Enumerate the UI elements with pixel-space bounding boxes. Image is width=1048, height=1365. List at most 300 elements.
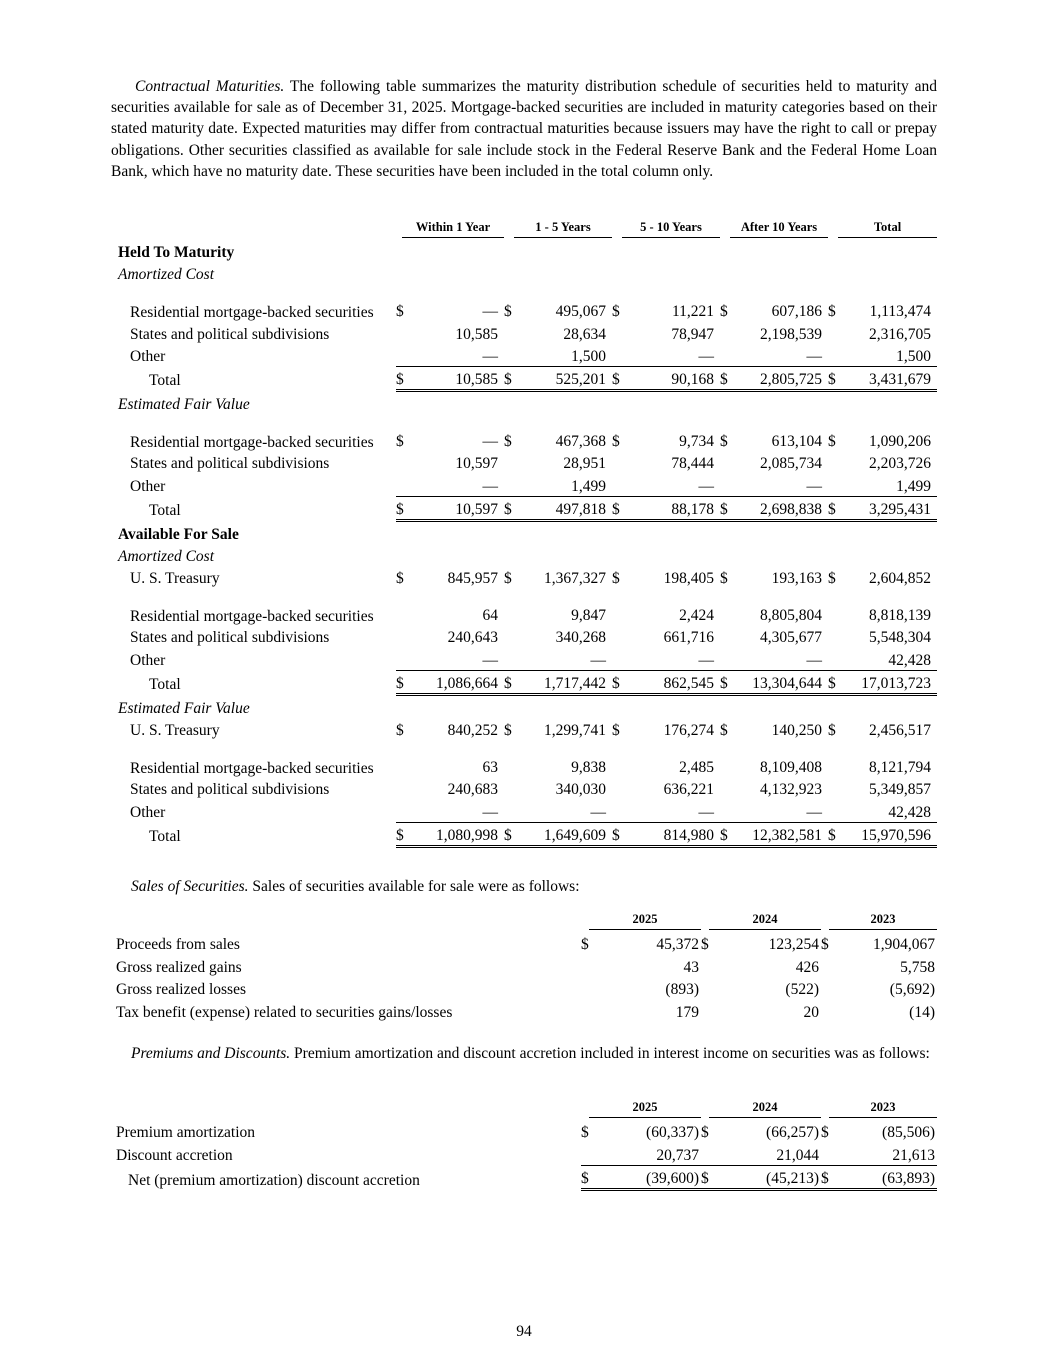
cell-value: 3,295,431 [840, 496, 937, 520]
dollar-sign: $ [396, 303, 404, 321]
cell-value: 9,847 [571, 607, 606, 625]
table-row [115, 566, 937, 588]
dollar-sign [396, 799, 408, 822]
total-row [115, 822, 937, 846]
dollar-sign: $ [701, 936, 709, 954]
cell-value: 78,444 [671, 455, 714, 473]
table-row [115, 999, 937, 1021]
dollar-sign [581, 977, 593, 999]
page-number: 94 [516, 1323, 532, 1340]
row-label: Proceeds from sales [116, 936, 240, 954]
row-label: Gross realized losses [116, 981, 246, 999]
row-label-text: Total [149, 676, 181, 694]
row-label [115, 366, 396, 390]
dollar-sign [828, 625, 840, 647]
cell-value: — [482, 651, 498, 669]
row-label [115, 473, 396, 496]
dollar-sign: $ [396, 433, 404, 451]
row-label-text: Residential mortgage-backed securities [130, 760, 374, 778]
subsection-fair-value [115, 390, 937, 414]
row-label-text: Total [149, 372, 181, 390]
section-available-for-sale [115, 520, 937, 544]
cell-value: 1,500 [896, 347, 932, 365]
cell-value: 1,080,998 [408, 822, 504, 846]
dollar-sign [612, 451, 624, 473]
year-header-label: 2024 [709, 1100, 821, 1118]
dollar-sign [828, 777, 840, 799]
row-label: Tax benefit (expense) related to securities gains/losses [116, 1003, 453, 1021]
row-label [115, 625, 396, 647]
cell-value: 340,268 [555, 629, 606, 647]
row-label: Gross realized gains [116, 958, 242, 976]
cell-value: — [806, 347, 822, 365]
dollar-sign [612, 588, 624, 625]
dollar-sign [720, 777, 732, 799]
total-row [115, 1165, 937, 1189]
dollar-sign [828, 473, 840, 496]
dollar-sign: $ [701, 1165, 713, 1189]
dollar-sign: $ [396, 722, 404, 740]
intro-text: The following table summarizes the maturity distribution schedule of securities held to maturity and securities available for sale as of December 31, 2025. Mortgage-backed securities are included in maturity categories based on their stated maturity date. Expected maturities may differ from contractual maturities because issuers may have the right to call or prepay obligations. Other securities classified as available for sale include stock in the Federal Reserve Bank and the Federal Home Loan Bank, which have no maturity date. These securities have been included in the total column only. [111, 78, 937, 180]
dollar-sign [821, 999, 833, 1021]
dollar-sign [396, 344, 408, 367]
cell-value: — [482, 433, 498, 451]
cell-value: 12,382,581 [732, 822, 828, 846]
table-row [115, 451, 937, 473]
header-spacer [115, 1100, 581, 1120]
row-label [115, 588, 396, 625]
year-header-row [115, 912, 937, 932]
intro-paragraph [111, 76, 937, 182]
dollar-sign: $ [821, 1165, 833, 1189]
dollar-sign [821, 954, 833, 976]
dollar-sign [828, 451, 840, 473]
cell-value: 78,947 [671, 325, 714, 343]
cell-value: 10,585 [408, 366, 504, 390]
cell-value: 9,838 [571, 759, 606, 777]
year-header [581, 912, 701, 932]
dollar-sign: $ [504, 496, 516, 520]
dollar-sign: $ [612, 303, 620, 321]
subsection-fair-value [115, 694, 937, 718]
table-row [115, 284, 937, 321]
cell-value: 240,683 [447, 781, 498, 799]
subsection-fair-value-label: Estimated Fair Value [118, 700, 250, 717]
dollar-sign: $ [720, 433, 728, 451]
cell-value: 2,805,725 [732, 366, 828, 390]
row-label-text: States and political subdivisions [130, 325, 330, 343]
row-label [115, 740, 396, 777]
cell-value: 42,428 [888, 803, 932, 821]
cell-value: 15,970,596 [840, 822, 937, 846]
year-header [821, 912, 937, 932]
total-row [115, 670, 937, 694]
year-header [581, 1100, 701, 1120]
cell-value: 525,201 [516, 366, 612, 390]
cell-value: 3,431,679 [840, 366, 937, 390]
table-row [115, 647, 937, 670]
row-label [115, 496, 396, 520]
cell-value: 5,758 [900, 958, 935, 976]
dollar-sign [821, 977, 833, 999]
cell-value: 340,030 [555, 781, 606, 799]
dollar-sign: $ [396, 670, 408, 694]
cell-value: 20,737 [656, 1146, 699, 1164]
maturity-table [115, 218, 937, 848]
column-header [612, 218, 720, 240]
cell-value: 497,818 [516, 496, 612, 520]
dollar-sign: $ [821, 1124, 829, 1142]
dollar-sign: $ [581, 1124, 589, 1142]
header-spacer [115, 218, 396, 240]
subsection-amortized-cost-label: Amortized Cost [118, 266, 215, 284]
column-header-label: After 10 Years [730, 220, 828, 238]
total-row [115, 496, 937, 520]
cell-value: (893) [665, 981, 699, 999]
year-header [821, 1100, 937, 1120]
dollar-sign: $ [396, 366, 408, 390]
cell-value: (85,506) [882, 1124, 935, 1142]
year-header [701, 912, 821, 932]
premiums-title: Premiums and Discounts. [131, 1045, 291, 1062]
cell-value: 2,198,539 [760, 325, 822, 343]
cell-value: — [806, 477, 822, 495]
cell-value: 10,597 [455, 455, 498, 473]
dollar-sign: $ [828, 366, 840, 390]
row-label [115, 414, 396, 451]
cell-value: — [698, 347, 714, 365]
dollar-sign: $ [720, 570, 728, 588]
cell-value: 8,121,794 [869, 759, 932, 777]
dollar-sign [612, 344, 624, 367]
row-label: Discount accretion [116, 1147, 233, 1165]
dollar-sign [720, 321, 732, 343]
dollar-sign [612, 799, 624, 822]
year-header-label: 2025 [589, 912, 701, 930]
dollar-sign: $ [612, 722, 620, 740]
subsection-amortized-cost [115, 262, 937, 284]
dollar-sign: $ [720, 366, 732, 390]
cell-value: 1,500 [571, 347, 606, 365]
dollar-sign [701, 1142, 713, 1165]
cell-value: 8,805,804 [760, 607, 822, 625]
dollar-sign [504, 799, 516, 822]
year-header-label: 2024 [709, 912, 821, 930]
cell-value: 10,597 [408, 496, 504, 520]
sales-paragraph [131, 876, 937, 897]
dollar-sign: $ [828, 822, 840, 846]
cell-value: 43 [683, 958, 699, 976]
dollar-sign [504, 740, 516, 777]
cell-value: 63 [482, 759, 498, 777]
dollar-sign [612, 777, 624, 799]
cell-value: (66,257) [766, 1124, 819, 1142]
dollar-sign [828, 740, 840, 777]
sales-text: Sales of securities available for sale were as follows: [248, 878, 580, 895]
table-row [115, 625, 937, 647]
dollar-sign: $ [612, 433, 620, 451]
dollar-sign: $ [701, 1124, 709, 1142]
dollar-sign: $ [828, 570, 836, 588]
cell-value: 179 [675, 1003, 699, 1021]
row-label-text: States and political subdivisions [130, 781, 330, 799]
cell-value: 64 [482, 607, 498, 625]
column-header-label: Within 1 Year [402, 220, 504, 238]
year-header-row [115, 1100, 937, 1120]
cell-value: (63,893) [833, 1165, 937, 1189]
cell-value: 198,405 [663, 570, 714, 588]
row-label [115, 451, 396, 473]
premiums-paragraph [111, 1043, 937, 1064]
row-label [115, 799, 396, 822]
cell-value: 2,316,705 [869, 325, 932, 343]
dollar-sign [720, 740, 732, 777]
dollar-sign: $ [720, 822, 732, 846]
cell-value: 17,013,723 [840, 670, 937, 694]
dollar-sign [396, 625, 408, 647]
cell-value: 8,109,408 [760, 759, 822, 777]
dollar-sign: $ [581, 1165, 593, 1189]
cell-value: 21,613 [892, 1146, 935, 1164]
dollar-sign: $ [828, 670, 840, 694]
table-row [115, 321, 937, 343]
cell-value: 840,252 [447, 722, 498, 740]
dollar-sign [701, 999, 713, 1021]
column-header-label: 5 - 10 Years [622, 220, 720, 238]
dollar-sign: $ [581, 936, 589, 954]
dollar-sign [396, 321, 408, 343]
cell-value: — [482, 303, 498, 321]
cell-value: 140,250 [771, 722, 822, 740]
dollar-sign [581, 1142, 593, 1165]
dollar-sign [396, 647, 408, 670]
cell-value: 123,254 [768, 936, 819, 954]
column-header [720, 218, 828, 240]
cell-value: 2,203,726 [869, 455, 932, 473]
dollar-sign [720, 647, 732, 670]
cell-value: 1,499 [896, 477, 932, 495]
cell-value: 21,044 [776, 1146, 819, 1164]
subsection-fair-value-label: Estimated Fair Value [118, 396, 250, 414]
cell-value: 2,485 [679, 759, 714, 777]
premiums-text: Premium amortization and discount accretion included in interest income on securities was as follows: [290, 1045, 930, 1062]
dollar-sign [828, 647, 840, 670]
dollar-sign [701, 977, 713, 999]
dollar-sign [720, 473, 732, 496]
table-row [115, 977, 937, 999]
row-label-text: Residential mortgage-backed securities [130, 434, 374, 452]
cell-value: 1,904,067 [873, 936, 935, 954]
dollar-sign [504, 647, 516, 670]
cell-value: 240,643 [447, 629, 498, 647]
dollar-sign [720, 588, 732, 625]
dollar-sign [720, 344, 732, 367]
dollar-sign: $ [504, 366, 516, 390]
dollar-sign: $ [828, 496, 840, 520]
cell-value: 1,086,664 [408, 670, 504, 694]
dollar-sign: $ [720, 303, 728, 321]
dollar-sign [720, 625, 732, 647]
table-row [115, 344, 937, 367]
cell-value: 13,304,644 [732, 670, 828, 694]
year-header-label: 2023 [829, 912, 937, 930]
table-row [115, 414, 937, 451]
table-row [115, 718, 937, 740]
cell-value: 176,274 [663, 722, 714, 740]
cell-value: 9,734 [679, 433, 714, 451]
row-label [115, 284, 396, 321]
cell-value: 4,132,923 [760, 781, 822, 799]
dollar-sign [821, 1142, 833, 1165]
cell-value: — [590, 803, 606, 821]
dollar-sign: $ [612, 496, 624, 520]
cell-value: — [698, 651, 714, 669]
dollar-sign [581, 999, 593, 1021]
cell-value: (60,337) [646, 1124, 699, 1142]
subsection-amortized-cost-label: Amortized Cost [118, 548, 215, 566]
cell-value: 193,163 [771, 570, 822, 588]
dollar-sign: $ [612, 570, 620, 588]
cell-value: 42,428 [888, 651, 932, 669]
row-label-text: Other [130, 652, 166, 670]
cell-value: 45,372 [656, 936, 699, 954]
dollar-sign [828, 344, 840, 367]
cell-value: 636,221 [663, 781, 714, 799]
year-header-label: 2023 [829, 1100, 937, 1118]
cell-value: 2,698,838 [732, 496, 828, 520]
maturity-header-row [115, 218, 937, 240]
column-header [504, 218, 612, 240]
dollar-sign [504, 588, 516, 625]
row-label-text: States and political subdivisions [130, 455, 330, 473]
row-label-text: States and political subdivisions [130, 629, 330, 647]
section-available-for-sale-label: Available For Sale [118, 525, 239, 543]
dollar-sign [612, 647, 624, 670]
cell-value: 613,104 [771, 433, 822, 451]
sales-title: Sales of Securities. [131, 878, 249, 895]
dollar-sign [504, 451, 516, 473]
dollar-sign [504, 625, 516, 647]
section-held-to-maturity [115, 240, 937, 262]
cell-value: 814,980 [624, 822, 720, 846]
row-label-text: Other [130, 478, 166, 495]
table-row [115, 588, 937, 625]
dollar-sign: $ [821, 936, 829, 954]
header-spacer [115, 912, 581, 932]
dollar-sign [828, 588, 840, 625]
row-label [115, 647, 396, 670]
dollar-sign [396, 777, 408, 799]
row-label: Net (premium amortization) discount accretion [128, 1171, 420, 1189]
column-header [828, 218, 937, 240]
cell-value: — [590, 651, 606, 669]
dollar-sign: $ [612, 366, 624, 390]
dollar-sign: $ [612, 822, 624, 846]
intro-title: Contractual Maturities. [135, 78, 285, 95]
page [111, 76, 937, 182]
row-label [115, 777, 396, 799]
row-label [115, 718, 396, 740]
row-label [115, 566, 396, 588]
dollar-sign [396, 588, 408, 625]
cell-value: 1,113,474 [869, 303, 932, 321]
row-label [115, 344, 396, 367]
cell-value: 2,456,517 [869, 722, 932, 740]
year-header-label: 2025 [589, 1100, 701, 1118]
dollar-sign: $ [504, 822, 516, 846]
table-row [115, 740, 937, 777]
dollar-sign: $ [720, 722, 728, 740]
dollar-sign [828, 321, 840, 343]
dollar-sign [396, 473, 408, 496]
dollar-sign: $ [720, 496, 732, 520]
cell-value: 661,716 [663, 629, 714, 647]
cell-value: 8,818,139 [869, 607, 932, 625]
dollar-sign [701, 954, 713, 976]
cell-value: — [482, 347, 498, 365]
table-row [115, 954, 937, 976]
row-label-text: Total [149, 828, 181, 846]
cell-value: 88,178 [624, 496, 720, 520]
cell-value: (14) [909, 1003, 935, 1021]
cell-value: 845,957 [447, 570, 498, 588]
row-label-text: Total [149, 502, 181, 520]
subsection-amortized-cost [115, 544, 937, 566]
row-label-text: U. S. Treasury [130, 722, 220, 740]
row-label-text: Other [130, 804, 166, 822]
dollar-sign [612, 473, 624, 496]
dollar-sign: $ [504, 303, 512, 321]
dollar-sign [720, 799, 732, 822]
cell-value: (39,600) [593, 1165, 701, 1189]
dollar-sign [504, 321, 516, 343]
dollar-sign [396, 740, 408, 777]
cell-value: 10,585 [455, 325, 498, 343]
dollar-sign [504, 344, 516, 367]
cell-value: 1,090,206 [869, 433, 932, 451]
cell-value: (5,692) [889, 981, 935, 999]
dollar-sign: $ [504, 722, 512, 740]
cell-value: 2,424 [679, 607, 714, 625]
cell-value: 4,305,677 [760, 629, 822, 647]
cell-value: (522) [785, 981, 819, 999]
cell-value: — [806, 803, 822, 821]
row-label: Premium amortization [116, 1124, 256, 1142]
row-label [115, 822, 396, 846]
row-label [115, 321, 396, 343]
year-header [701, 1100, 821, 1120]
cell-value: 11,221 [671, 303, 714, 321]
dollar-sign [612, 625, 624, 647]
cell-value: 1,649,609 [516, 822, 612, 846]
cell-value: 426 [795, 958, 819, 976]
cell-value: 862,545 [624, 670, 720, 694]
cell-value: 1,367,327 [544, 570, 606, 588]
dollar-sign [504, 473, 516, 496]
table-row [115, 473, 937, 496]
cell-value: 607,186 [771, 303, 822, 321]
cell-value: — [482, 803, 498, 821]
column-header-label: 1 - 5 Years [514, 220, 612, 238]
cell-value: 495,067 [555, 303, 606, 321]
dollar-sign [828, 799, 840, 822]
table-row [115, 1120, 937, 1142]
row-label-text: Residential mortgage-backed securities [130, 304, 374, 322]
cell-value: 1,717,442 [516, 670, 612, 694]
table-row [115, 1142, 937, 1165]
dollar-sign: $ [504, 670, 516, 694]
table-row [115, 932, 937, 954]
